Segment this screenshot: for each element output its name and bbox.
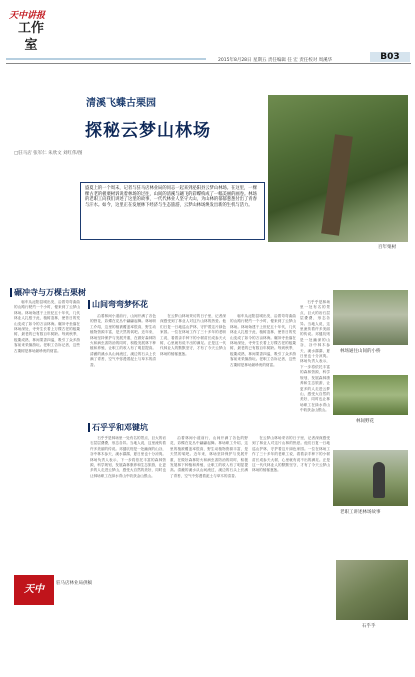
worker-caption: 老职工讲述林场故事 bbox=[340, 510, 381, 515]
issue-info: 2015年8月28日 星期五 责任编辑 任 宏 责任校对 周溪华 bbox=[218, 58, 333, 63]
section-heading-2: 山间弯弯梦怀花 bbox=[92, 300, 148, 309]
masthead-brand: 天中讲报 bbox=[9, 11, 46, 21]
plant-photo bbox=[333, 375, 408, 415]
plant-caption: 林间野花 bbox=[356, 419, 374, 424]
column-2c bbox=[230, 314, 296, 412]
tree-photo bbox=[268, 95, 408, 242]
tree-caption: 百年栗树 bbox=[378, 245, 396, 250]
column-3a bbox=[90, 436, 166, 651]
column-3-text: 石乎乎是林场里一处有名的景点，巨大的岩石层层叠叠，形态各异。当地人说，这里流传着许多美丽的传说。邓键坑则是一处幽深的山谷，谷中林木参天，溪水潺潺，夏日里也十分凉爽。林场负责人表示，下一步将依托丰富的森林资源，科学规划，发展森林康养和生态旅游，让更多的人走进云梦山，感受大自然的美好，同时也让林场职工在绿水青山中收获金山银山。 bbox=[90, 436, 166, 478]
byline: □驻马店 张军仁 朱欣文 刘红伟/图 bbox=[14, 151, 83, 156]
section-heading-3: 石乎乎和邓键坑 bbox=[92, 423, 148, 432]
footer-emblem: 天中 bbox=[14, 575, 54, 605]
header-divider bbox=[6, 63, 411, 64]
column-1-text: 驱车从泌阳县城出发，沿着弯弯曲曲的山路行驶约一个小时，便来到了云梦山林场。林场始建于上世纪五十年代，几代林业人扎根于此，植树造林，使昔日的荒山变成了如今的万亩林海。碾冲寺坐落在林场深处，寺旁生长着上万棵古老的板栗树，最老的已有数百年树龄。每到秋季，板栗成熟，林间果香四溢，吸引了众多游客前来采摘游玩。老职工告诉记者，这些古栗树是林场最珍贵的财富。 bbox=[14, 300, 80, 353]
section-heading-1: 碾冲寺与万棵古栗树 bbox=[14, 288, 86, 297]
column-2b bbox=[160, 314, 226, 412]
summary-text: 盛夏上的一个周末，记者与驻马店林业局的同志一起来到泌阳县云梦山林场。在这里，一棵棵古老的板栗树诉说着林场的过往，山间的清溪与翩飞的彩蝶构成了一幅美丽的画卷。林场的老职工向我们讲述了这里的故事，一代代林业人坚守大山，为山林的郁郁葱葱付出了青春与汗水。如今，这里正在发展林下经济与生态旅游，云梦山林场焕发出新的生机与活力。 bbox=[85, 186, 257, 208]
bridge-photo bbox=[333, 290, 408, 345]
column-3c-text: 在云梦山林场采访的日子里，记者深深感受到了林业人对这片山林的热爱。他们日复一日地巡山护林，守护着这片绿色家园。一位在林场工作了三十多年的老职工说，看着亲手种下的小树苗长成参天大树，心里就有说不出的满足。正是这一代代林业人的默默坚守，才有了今天云梦山林场的郁郁葱葱。 bbox=[252, 436, 330, 473]
column-side-text: 石乎乎是林场里一处有名的景点，巨大的岩石层层叠叠，形态各异。当地人说，这里流传着许多美丽的传说。邓键坑则是一处幽深的山谷，谷中林木参天，溪水潺潺，夏日里也十分凉爽。林场负责人表示，下一步将依托丰富的森林资源，科学规划，发展森林康养和生态旅游，让更多的人走进云梦山，感受大自然的美好，同时也让林场职工在绿水青山中收获金山银山。 bbox=[300, 300, 330, 413]
column-1 bbox=[14, 300, 80, 568]
footer-emblem-sub: 驻马店林业局供稿 bbox=[56, 581, 92, 586]
column-3c bbox=[252, 436, 330, 651]
rock-photo bbox=[336, 560, 408, 620]
column-side bbox=[300, 300, 330, 413]
rock-caption: 石乎乎 bbox=[362, 624, 376, 629]
summary-box bbox=[80, 182, 265, 240]
pre-title: 清溪飞蝶古栗园 bbox=[86, 98, 156, 109]
section-title: 工作室 bbox=[18, 21, 45, 53]
column-3b bbox=[170, 436, 248, 651]
column-2a bbox=[90, 314, 156, 412]
worker-photo bbox=[333, 450, 408, 506]
column-2-text: 沿着林间小道前行，山间开满了各色的野花，彩蝶在花丛中翩翩起舞。林场职工介绍，这里的植被覆盖率很高，野生动植物资源丰富，是天然的氧吧。近年来，林场坚持保护与发展并重，在做好森林防火和病虫害防治的同时，积极发展林下种植和养殖，让职工的收入有了明显提高。清澈的溪水从山间流过，溪边的石头上长满了青苔，空气中弥漫着泥土与草木的清香。 bbox=[90, 314, 156, 367]
column-3b-text: 沿着林间小道前行，山间开满了各色的野花，彩蝶在花丛中翩翩起舞。林场职工介绍，这里的植被覆盖率很高，野生动植物资源丰富，是天然的氧吧。近年来，林场坚持保护与发展并重，在做好森林防火和病虫害防治的同时，积极发展林下种植和养殖，让职工的收入有了明显提高。清澈的溪水从山间流过，溪边的石头上长满了青苔，空气中弥漫着泥土与草木的清香。 bbox=[170, 436, 248, 478]
header-decoration bbox=[6, 58, 206, 60]
page-number: B03 bbox=[370, 52, 410, 62]
bridge-caption: 林场通往山间的小桥 bbox=[340, 349, 381, 354]
column-2b-text: 在云梦山林场采访的日子里，记者深深感受到了林业人对这片山林的热爱。他们日复一日地巡山护林，守护着这片绿色家园。一位在林场工作了三十多年的老职工说，看着亲手种下的小树苗长成参天大树，心里就有说不出的满足。正是这一代代林业人的默默坚守，才有了今天云梦山林场的郁郁葱葱。 bbox=[160, 314, 226, 356]
column-2c-text: 驱车从泌阳县城出发，沿着弯弯曲曲的山路行驶约一个小时，便来到了云梦山林场。林场始建于上世纪五十年代，几代林业人扎根于此，植树造林，使昔日的荒山变成了如今的万亩林海。碾冲寺坐落在林场深处，寺旁生长着上万棵古老的板栗树，最老的已有数百年树龄。每到秋季，板栗成熟，林间果香四溢，吸引了众多游客前来采摘游玩。老职工告诉记者，这些古栗树是林场最珍贵的财富。 bbox=[230, 314, 296, 367]
main-title: 探秘云梦山林场 bbox=[85, 121, 211, 141]
